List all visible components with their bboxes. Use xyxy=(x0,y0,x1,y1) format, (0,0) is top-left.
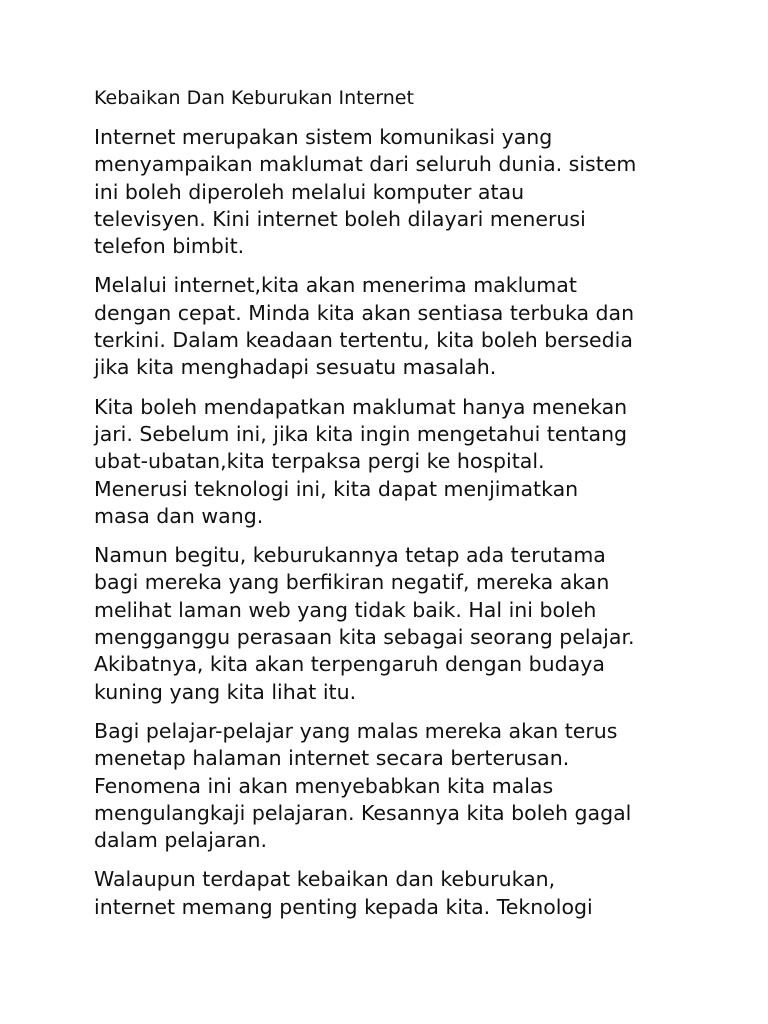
text-line: jari. Sebelum ini, jika kita ingin mengetahui tentang xyxy=(94,421,628,446)
paragraph-3 xyxy=(94,394,694,530)
paragraph-6 xyxy=(94,866,694,921)
text-line: dalam pelajaran. xyxy=(94,828,267,853)
paragraph-4 xyxy=(94,542,694,706)
text-line: Walaupun terdapat kebaikan dan keburukan, xyxy=(94,867,556,892)
text-line: Bagi pelajar-pelajar yang malas mereka akan terus xyxy=(94,718,618,743)
text-line: terkini. Dalam keadaan tertentu, kita boleh bersedia xyxy=(94,328,633,353)
text-line: jika kita menghadapi sesuatu masalah. xyxy=(94,355,497,380)
text-line: televisyen. Kini internet boleh dilayari menerusi xyxy=(94,206,586,231)
text-line: mengulangkaji pelajaran. Kesannya kita boleh gagal xyxy=(94,800,632,825)
text-line: menyampaikan maklumat dari seluruh dunia. sistem xyxy=(94,152,637,177)
text-line: Akibatnya, kita akan terpengaruh dengan budaya xyxy=(94,652,605,677)
text-line: internet memang penting kepada kita. Teknologi xyxy=(94,894,593,919)
text-line: dengan cepat. Minda kita akan sentiasa terbuka dan xyxy=(94,300,635,325)
text-line: melihat laman web yang tidak baik. Hal ini boleh xyxy=(94,597,597,622)
text-line: mengganggu perasaan kita sebagai seorang pelajar. xyxy=(94,625,635,650)
text-line: telefon bimbit. xyxy=(94,234,245,259)
paragraph-1 xyxy=(94,124,694,260)
paragraph-5 xyxy=(94,718,694,854)
text-line: Fenomena ini akan menyebabkan kita malas xyxy=(94,773,554,798)
text-line: kuning yang kita lihat itu. xyxy=(94,679,357,704)
text-line: menetap halaman internet secara berterusan. xyxy=(94,746,570,771)
text-line: Melalui internet,kita akan menerima maklumat xyxy=(94,273,577,298)
text-line: Kita boleh mendapatkan maklumat hanya menekan xyxy=(94,394,628,419)
text-line: ini boleh diperoleh melalui komputer atau xyxy=(94,179,525,204)
text-line: Internet merupakan sistem komunikasi yang xyxy=(94,125,553,149)
text-line: ubat-ubatan,kita terpaksa pergi ke hospital. xyxy=(94,449,545,474)
document-title: Kebaikan Dan Keburukan Internet xyxy=(94,87,414,109)
document-page xyxy=(94,85,694,933)
paragraph-2 xyxy=(94,272,694,381)
text-line: masa dan wang. xyxy=(94,503,264,528)
text-line: Menerusi teknologi ini, kita dapat menjimatkan xyxy=(94,476,579,501)
text-line: Namun begitu, keburukannya tetap ada terutama xyxy=(94,543,606,568)
text-line: bagi mereka yang berfikiran negatif, mereka akan xyxy=(94,570,610,595)
